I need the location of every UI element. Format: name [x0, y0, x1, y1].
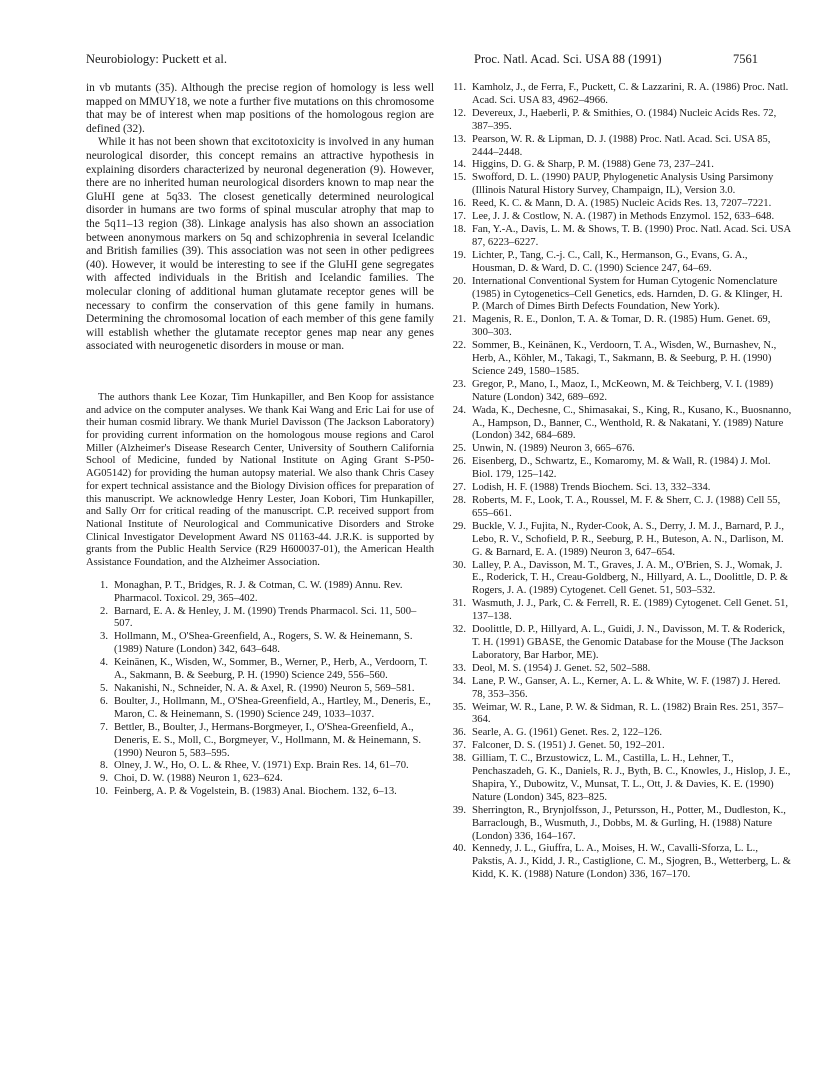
reference-text: Buckle, V. J., Fujita, N., Ryder-Cook, A. S., Derry, J. M. J., Barnard, P. J., Lebo, R. V., Schofield, P. R., Seeburg, P. H., Buteson, A. N., Darlison, M. G. & Barnard, E. A. (1989) Neuron 3, 647–654.	[472, 520, 784, 558]
reference-text: Deol, M. S. (1954) J. Genet. 52, 502–588.	[472, 662, 651, 674]
reference-number: 40.	[452, 843, 466, 855]
reference-number: 11.	[453, 82, 466, 93]
reference-text: International Conventional System for Human Cytogenic Nomenclature (1985) in Cytogenetics–Cell Genetics, eds. Harnden, D. G. & Klinger, H. P. (March of Dimes Birth Defects Foundation, New York).	[472, 275, 783, 313]
reference-text: Magenis, R. E., Donlon, T. A. & Tomar, D. R. (1985) Hum. Genet. 69, 300–303.	[472, 314, 771, 339]
reference-item	[444, 379, 792, 405]
reference-text: Lichter, P., Tang, C.-j. C., Call, K., Hermanson, G., Evans, G. A., Housman, D. & Ward, D. C. (1990) Science 247, 64–69.	[472, 249, 748, 274]
reference-text: Monaghan, P. T., Bridges, R. J. & Cotman, C. W. (1989) Annu. Rev. Pharmacol. Toxicol. 29, 365–402.	[114, 579, 403, 604]
reference-number: 33.	[452, 662, 466, 674]
reference-item	[444, 495, 792, 521]
reference-text: Sherrington, R., Brynjolfsson, J., Petursson, H., Potter, M., Dudleston, K., Barraclough, B., Wusmuth, J., Dobbs, M. & Gurling, H. (1988) Nature (London) 336, 164–167.	[472, 804, 786, 842]
reference-item	[444, 276, 792, 315]
reference-item	[444, 340, 792, 379]
reference-text: Wasmuth, J. J., Park, C. & Ferrell, R. E. (1989) Cytogenet. Cell Genet. 51, 137–138.	[472, 598, 789, 623]
reference-item	[444, 224, 792, 250]
reference-number: 7.	[100, 721, 108, 733]
reference-text: Nakanishi, N., Schneider, N. A. & Axel, R. (1990) Neuron 5, 569–581.	[114, 682, 415, 694]
reference-text: Bettler, B., Boulter, J., Hermans-Borgmeyer, I., O'Shea-Greenfield, A., Deneris, E. S., Moll, C., Borgmeyer, V., Hollmann, M. & Heinemann, S. (1990) Neuron 5, 583–595.	[114, 721, 422, 759]
reference-item	[444, 740, 792, 753]
reference-text: Reed, K. C. & Mann, D. A. (1985) Nucleic Acids Res. 13, 7207–7221.	[472, 198, 772, 210]
reference-text: Lee, J. J. & Costlow, N. A. (1987) in Methods Enzymol. 152, 633–648.	[472, 211, 775, 223]
reference-number: 28.	[452, 495, 466, 506]
left-column	[86, 82, 434, 799]
reference-text: Hollmann, M., O'Shea-Greenfield, A., Rogers, S. W. & Heinemann, S. (1989) Nature (London) 342, 643–648.	[114, 631, 413, 656]
reference-item	[444, 676, 792, 702]
reference-text: Choi, D. W. (1988) Neuron 1, 623–624.	[114, 773, 283, 785]
reference-number: 17.	[452, 211, 466, 223]
reference-number: 36.	[452, 727, 466, 739]
body-paragraph: While it has not been shown that excitotoxicity is involved in any human neurological disorder, this concept remains an attractive hypothesis in explaining disorders characterized by neuronal degeneration (9). However, there are no inherited human neurological disorders known to map near the GluHI gene at 5q33. The closest genetically determined neurological disorder in humans are two forms of spinal muscular atrophy that map to the 5q11–13 region (38). Linkage analysis has also shown an association between anonymous markers on 5q and schizophrenia in several Icelandic and British families (39). This association was not seen in other pedigrees (40). However, it would be interesting to see if the GluHI gene segregates with affected individuals in the British and Icelandic families. The molecular cloning of additional human glutamate receptor genes will be necessary to confirm the conservation of this gene family in humans. Determining the chromosomal location of each member of this gene family will establish whether the glutamate receptor genes map near any genes associated with neurogenetic disorders in mouse or man.	[86, 136, 434, 353]
reference-number: 39.	[452, 804, 466, 816]
reference-text: Keinänen, K., Wisden, W., Sommer, B., Werner, P., Herb, A., Verdoorn, T. A., Sakmann, B. & Seeburg, P. H. (1990) Science 249, 556–560.	[114, 657, 428, 682]
right-column	[444, 82, 792, 882]
reference-item	[86, 773, 434, 786]
reference-number: 20.	[452, 275, 466, 287]
reference-item	[444, 843, 792, 882]
reference-number: 25.	[452, 443, 466, 455]
reference-number: 14.	[452, 159, 466, 171]
reference-text: Gregor, P., Mano, I., Maoz, I., McKeown, M. & Teichberg, V. I. (1989) Nature (London) 342, 689–692.	[472, 378, 774, 403]
reference-item	[444, 598, 792, 624]
reference-text: Lane, P. W., Ganser, A. L., Kerner, A. L. & White, W. F. (1987) J. Hered. 78, 353–356.	[472, 675, 781, 700]
reference-text: Boulter, J., Hollmann, M., O'Shea-Greenfield, A., Hartley, M., Deneris, E., Maron, C. & Heinemann, S. (1990) Science 249, 1033–1037.	[114, 695, 431, 720]
reference-item	[444, 624, 792, 663]
reference-item	[444, 443, 792, 456]
reference-item	[444, 134, 792, 160]
reference-number: 31.	[452, 598, 466, 610]
reference-text: Gilliam, T. C., Brzustowicz, L. M., Castilla, L. H., Lehner, T., Penchaszadeh, G. K., Daniels, R. J., Byth, B. C., Knowles, J., Hislop, J. E., Shapira, Y., Dubowitz, V., Munsat, T. L., Ott, J. & Davies, K. E. (1990) Nature (London) 345, 823–825.	[472, 753, 791, 803]
reference-text: Lodish, H. F. (1988) Trends Biochem. Sci. 13, 332–334.	[472, 482, 711, 494]
reference-number: 15.	[452, 172, 466, 184]
reference-item	[444, 727, 792, 740]
acknowledgments: The authors thank Lee Kozar, Tim Hunkapiller, and Ben Koop for assistance and advice on the computer analyses. We thank Kai Wang and Eric Lai for use of their human cosmid library. We thank Muriel Davisson (The Jackson Laboratory) for providing current information on the homologous mouse regions and Carol Miller (Alzheimer's Disease Research Center, University of Southern California School of Medicine, funded by National Institute on Aging Grant S-P50-AG05142) for providing the human autopsy material. We also thank Chris Casey for expert technical assistance and the Biology Division offices for preparation of this manuscript. We acknowledge Henry Lester, Joan Kobori, Tim Hunkapiller, and Sally Orr for critical reading of the manuscript. C.P. received support from National Institute of Neurological and Communicative Disorders and Stroke Clinical Investigator Development Award NS 01163-44. J.R.K. is supported by grants from the Public Health Service (R29 H600037-01), the American Health Assistance Foundation, and the Alzheimer Association.	[86, 391, 434, 569]
reference-text: Kennedy, J. L., Giuffra, L. A., Moises, H. W., Cavalli-Sforza, L. L., Pakstis, A. J., Kidd, J. R., Castiglione, C. M., Sjogren, B., Wetterberg, L. & Kidd, K. K. (1988) Nature (London) 336, 167–170.	[472, 843, 791, 881]
reference-number: 8.	[100, 760, 108, 772]
body-paragraph: in vb mutants (35). Although the precise region of homology is less well mapped on MMUY18, we note a further five mutations on this chromosome that may be of interest when map positions of the homologous region are defined (32).	[86, 82, 434, 135]
reference-text: Roberts, M. F., Look, T. A., Roussel, M. F. & Sherr, C. J. (1988) Cell 55, 655–661.	[472, 495, 781, 519]
reference-number: 2.	[100, 605, 108, 617]
reference-text: Weimar, W. R., Lane, P. W. & Sidman, R. L. (1982) Brain Res. 251, 357–364.	[472, 701, 784, 726]
reference-text: Falconer, D. S. (1951) J. Genet. 50, 192–201.	[472, 740, 665, 752]
reference-item	[444, 159, 792, 172]
reference-item	[444, 405, 792, 444]
reference-text: Devereux, J., Haeberli, P. & Smithies, O. (1984) Nucleic Acids Res. 72, 387–395.	[472, 107, 777, 132]
reference-item	[444, 456, 792, 482]
reference-text: Olney, J. W., Ho, O. L. & Rhee, V. (1971) Exp. Brain Res. 14, 61–70.	[114, 760, 409, 772]
reference-item	[444, 250, 792, 276]
reference-number: 26.	[452, 456, 466, 468]
reference-item	[444, 753, 792, 805]
reference-number: 13.	[452, 133, 466, 145]
reference-item	[86, 722, 434, 761]
reference-number: 22.	[452, 340, 466, 352]
reference-number: 27.	[452, 482, 466, 494]
journal-citation: Proc. Natl. Acad. Sci. USA 88 (1991)	[474, 52, 662, 66]
reference-text: Swofford, D. L. (1990) PAUP, Phylogenetic Analysis Using Parsimony (Illinois Natural History Survey, Champaign, IL), Version 3.0.	[472, 172, 774, 197]
reference-item	[444, 211, 792, 224]
reference-number: 1.	[100, 579, 108, 591]
reference-text: Lalley, P. A., Davisson, M. T., Graves, J. A. M., O'Brien, S. J., Womak, J. E., Roderick, T. H., Creau-Goldberg, N., Hillyard, A. L., Doolittle, D. P. & Rogers, J. A. (1989) Cytogenet. Cell Genet. 51, 503–532.	[472, 559, 789, 597]
reference-number: 6.	[100, 695, 108, 707]
reference-number: 16.	[452, 198, 466, 210]
reference-text: Feinberg, A. P. & Vogelstein, B. (1983) Anal. Biochem. 132, 6–13.	[114, 786, 397, 798]
reference-item	[86, 606, 434, 632]
reference-item	[86, 657, 434, 683]
reference-item	[86, 760, 434, 773]
reference-item	[86, 631, 434, 657]
reference-item	[444, 702, 792, 728]
reference-item	[86, 696, 434, 722]
page-number: 7561	[733, 52, 758, 66]
reference-number: 24.	[452, 404, 466, 416]
reference-number: 4.	[100, 657, 108, 669]
reference-text: Sommer, B., Keinänen, K., Verdoorn, T. A., Wisden, W., Burnashev, N., Herb, A., Köhler, M., Takagi, T., Sakmann, B. & Seeburg, P. H. (1990) Science 249, 1580–1585.	[472, 340, 777, 377]
reference-item	[444, 482, 792, 495]
reference-item	[86, 580, 434, 606]
reference-list-right	[444, 82, 792, 882]
reference-item	[86, 786, 434, 799]
reference-text: Searle, A. G. (1961) Genet. Res. 2, 122–126.	[472, 727, 663, 739]
reference-number: 30.	[452, 559, 466, 571]
reference-item	[444, 663, 792, 676]
reference-number: 38.	[452, 753, 466, 765]
reference-number: 18.	[452, 223, 466, 235]
running-header-left: Neurobiology: Puckett et al.	[86, 52, 227, 66]
reference-text: Eisenberg, D., Schwartz, E., Komaromy, M. & Wall, R. (1984) J. Mol. Biol. 179, 125–142.	[472, 456, 771, 481]
reference-text: Wada, K., Dechesne, C., Shimasakai, S., King, R., Kusano, K., Buosnanno, A., Hampson, D., Banner, C., Wenthold, R. & Nakatani, Y. (1989) Nature (London) 342, 684–689.	[472, 404, 792, 442]
reference-item	[444, 560, 792, 599]
reference-item	[444, 805, 792, 844]
reference-text: Unwin, N. (1989) Neuron 3, 665–676.	[472, 443, 635, 455]
reference-item	[444, 82, 792, 108]
reference-number: 3.	[100, 631, 108, 643]
reference-number: 9.	[100, 773, 108, 785]
reference-item	[444, 108, 792, 134]
reference-number: 21.	[452, 314, 466, 326]
reference-number: 10.	[94, 786, 108, 798]
reference-text: Barnard, E. A. & Henley, J. M. (1990) Trends Pharmacol. Sci. 11, 500–507.	[114, 605, 417, 630]
reference-number: 19.	[452, 249, 466, 261]
reference-number: 34.	[452, 675, 466, 687]
reference-text: Pearson, W. R. & Lipman, D. J. (1988) Proc. Natl. Acad. Sci. USA 85, 2444–2448.	[472, 133, 771, 158]
reference-item	[444, 198, 792, 211]
reference-item	[86, 683, 434, 696]
reference-number: 35.	[452, 701, 466, 713]
reference-number: 37.	[452, 740, 466, 752]
reference-text: Doolittle, D. P., Hillyard, A. L., Guidi, J. N., Davisson, M. T. & Roderick, T. H. (1991) GBASE, the Genomic Database for the Mouse (The Jackson Laboratory, Bar Harbor, ME).	[472, 624, 785, 661]
reference-text: Fan, Y.-A., Davis, L. M. & Shows, T. B. (1990) Proc. Natl. Acad. Sci. USA 87, 6223–6227.	[472, 223, 791, 248]
reference-number: 5.	[100, 682, 108, 694]
reference-number: 32.	[452, 624, 466, 636]
reference-text: Kamholz, J., de Ferra, F., Puckett, C. & Lazzarini, R. A. (1986) Proc. Natl. Acad. Sci. USA 83, 4962–4966.	[472, 82, 789, 106]
reference-item	[444, 314, 792, 340]
reference-item	[444, 521, 792, 560]
reference-item	[444, 172, 792, 198]
reference-number: 12.	[452, 107, 466, 119]
reference-number: 29.	[452, 520, 466, 532]
reference-text: Higgins, D. G. & Sharp, P. M. (1988) Gene 73, 237–241.	[472, 159, 714, 171]
reference-list-left	[86, 580, 434, 799]
reference-number: 23.	[452, 378, 466, 390]
